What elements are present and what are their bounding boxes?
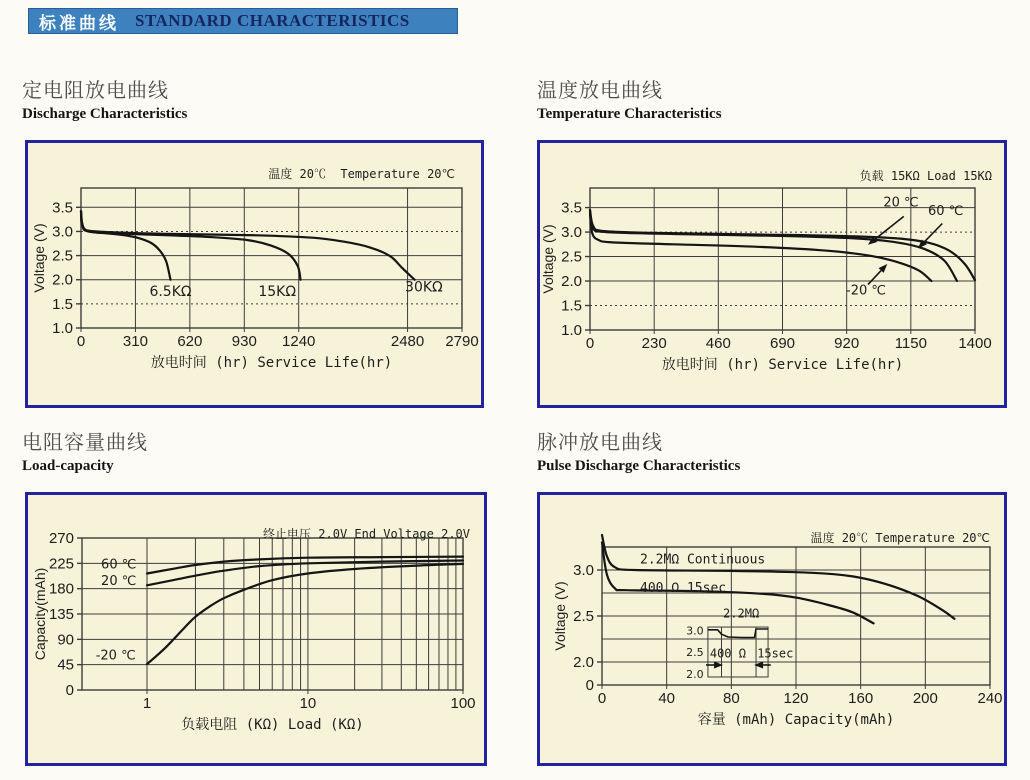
curve-label: 30KΩ [405,279,443,296]
y-tick-label: 1.5 [52,295,73,313]
x-tick-label: 1150 [894,335,927,352]
x-tick-label: 0 [585,335,595,352]
x-tick-label: 80 [722,690,740,707]
y-tick-label: 135 [48,606,74,623]
y-tick-label: 1.0 [52,320,73,337]
x-tick-label: 160 [848,690,874,707]
curve-label: 400 Ω [709,646,746,661]
x-tick-label: 0 [76,333,86,350]
discharge-characteristics-chart [28,143,481,405]
curve-label: 2.2MΩ [723,606,760,621]
x-tick-label: 930 [231,333,257,350]
curve-label: 400 Ω 15sec [640,580,727,596]
y-tick-label: 3.0 [52,223,73,241]
x-tick-label: 2480 [390,333,425,350]
y-axis-title: Voltage (V) [31,223,47,293]
y-tick-label: 0 [65,682,74,699]
series-6.5KΩ [81,211,171,280]
plot-border [81,188,462,328]
x-tick-label: 920 [834,335,860,352]
x-tick-label: 2790 [445,333,479,350]
section-title-en: Discharge Characteristics [22,106,188,122]
x-tick-label: 460 [705,335,731,352]
y-tick-label: 3.5 [561,199,582,217]
curve-label: -20 ℃ [95,648,136,664]
y-axis-title: Voltage (V) [552,581,568,651]
curve-label: 3.0 [686,624,704,638]
section-title-temperature [537,74,722,123]
y-tick-label: 270 [48,530,74,547]
section-title-en: Load-capacity [22,458,114,474]
curve-label: 15sec [757,646,794,661]
y-tick-label: 2.0 [561,273,582,291]
y-tick-label: 1.5 [561,297,582,315]
chart-condition-note: 终止电压 2.0V End Voltage 2.0V [263,527,470,541]
y-axis-title: Capacity(mAh) [32,567,48,661]
section-title-en: Pulse Discharge Characteristics [537,458,741,474]
x-tick-label: 120 [783,690,809,707]
section-title-zh: 温度放电曲线 [537,78,663,102]
y-tick-label: 180 [48,580,74,598]
curve-label: -20 ℃ [846,283,886,299]
y-tick-label: 3.5 [52,199,73,217]
annotation-arrow-line [875,216,904,239]
y-tick-label: 1.0 [561,322,582,339]
temperature-characteristics-plot [540,188,992,373]
y-tick-label: 2.5 [52,247,73,265]
discharge-characteristics-plot [31,188,479,371]
curve-label: 20 ℃ [101,574,137,590]
y-tick-label: 2.0 [52,271,73,289]
x-tick-label: 200 [912,690,938,707]
section-title-zh: 电阻容量曲线 [22,430,148,454]
x-axis-title: 负载电阻 (KΩ) Load (KΩ) [181,717,364,733]
x-tick-label: 310 [122,333,148,350]
series-15KΩ [81,211,301,280]
curve-label: 2.0 [686,668,704,682]
section-title-load-capacity [22,426,148,475]
x-axis-title: 容量 (mAh) Capacity(mAh) [697,712,895,728]
section-title-zh: 定电阻放电曲线 [22,78,169,102]
chart-condition-note: 温度 20℃ Temperature 20℃ [810,531,990,545]
header-title-zh: 标准曲线 [39,13,119,34]
chart-condition-note: 负载 15KΩ Load 15KΩ [859,169,992,183]
inset-waveform [708,629,768,638]
temperature-chart-panel [537,140,1007,408]
y-tick-label: 2.0 [573,653,594,671]
x-tick-label: 100 [450,695,476,712]
y-tick-label: 2.5 [561,248,582,266]
y-tick-label: 90 [57,631,74,649]
curve-label: 2.5 [686,646,704,660]
curve-label: 6.5KΩ [149,283,192,300]
x-tick-label: 40 [658,690,676,707]
x-axis-title: 放电时间 (hr) Service Life(hr) [150,355,393,371]
curve-label: 2.2MΩ Continuous [640,552,766,568]
pulse-discharge-characteristics-plot [552,535,1003,728]
curve-label: 60 ℃ [101,557,137,573]
y-tick-label: 2.5 [573,607,594,625]
header-title-en: STANDARD CHARACTERISTICS [135,11,410,30]
load-capacity-chart-panel [25,492,487,766]
curve-label: 20 ℃ [883,195,919,211]
x-tick-label: 690 [769,335,796,352]
x-axis-title: 放电时间 (hr) Service Life(hr) [661,357,904,373]
y-tick-label: 45 [57,656,74,674]
section-title-pulse [537,426,740,475]
discharge-chart-panel [25,140,484,408]
x-tick-label: 230 [641,335,667,352]
x-tick-label: 620 [177,333,203,350]
y-axis-title: Voltage (V) [540,224,556,294]
series-20℃ [590,210,957,281]
y-tick-label: 225 [48,555,74,573]
chart-condition-note: 温度 20℃ Temperature 20℃ [268,167,455,181]
curve-label: 15KΩ [258,283,297,300]
y-tick-label: 0 [585,677,594,694]
y-tick-label: 3.0 [573,561,594,579]
x-tick-label: 1400 [958,335,992,352]
section-title-en: Temperature Characteristics [537,106,722,122]
series-30KΩ [81,211,415,280]
annotation-arrow-line [868,271,881,285]
annotation-arrow-line [924,224,942,242]
x-tick-label: 1 [142,695,152,712]
pulse-chart-panel [537,492,1007,766]
curve-label: 60 ℃ [928,203,964,219]
section-title-zh: 脉冲放电曲线 [537,430,663,454]
annotation-arrow-head [754,661,763,668]
x-tick-label: 240 [977,690,1003,707]
x-tick-label: 1240 [282,333,316,350]
y-tick-label: 3.0 [561,224,582,242]
x-tick-label: 10 [299,695,317,712]
load-capacity-plot [32,530,476,733]
section-title-discharge [22,74,187,123]
standard-characteristics-header-bar [28,8,458,34]
x-tick-label: 0 [597,690,607,707]
